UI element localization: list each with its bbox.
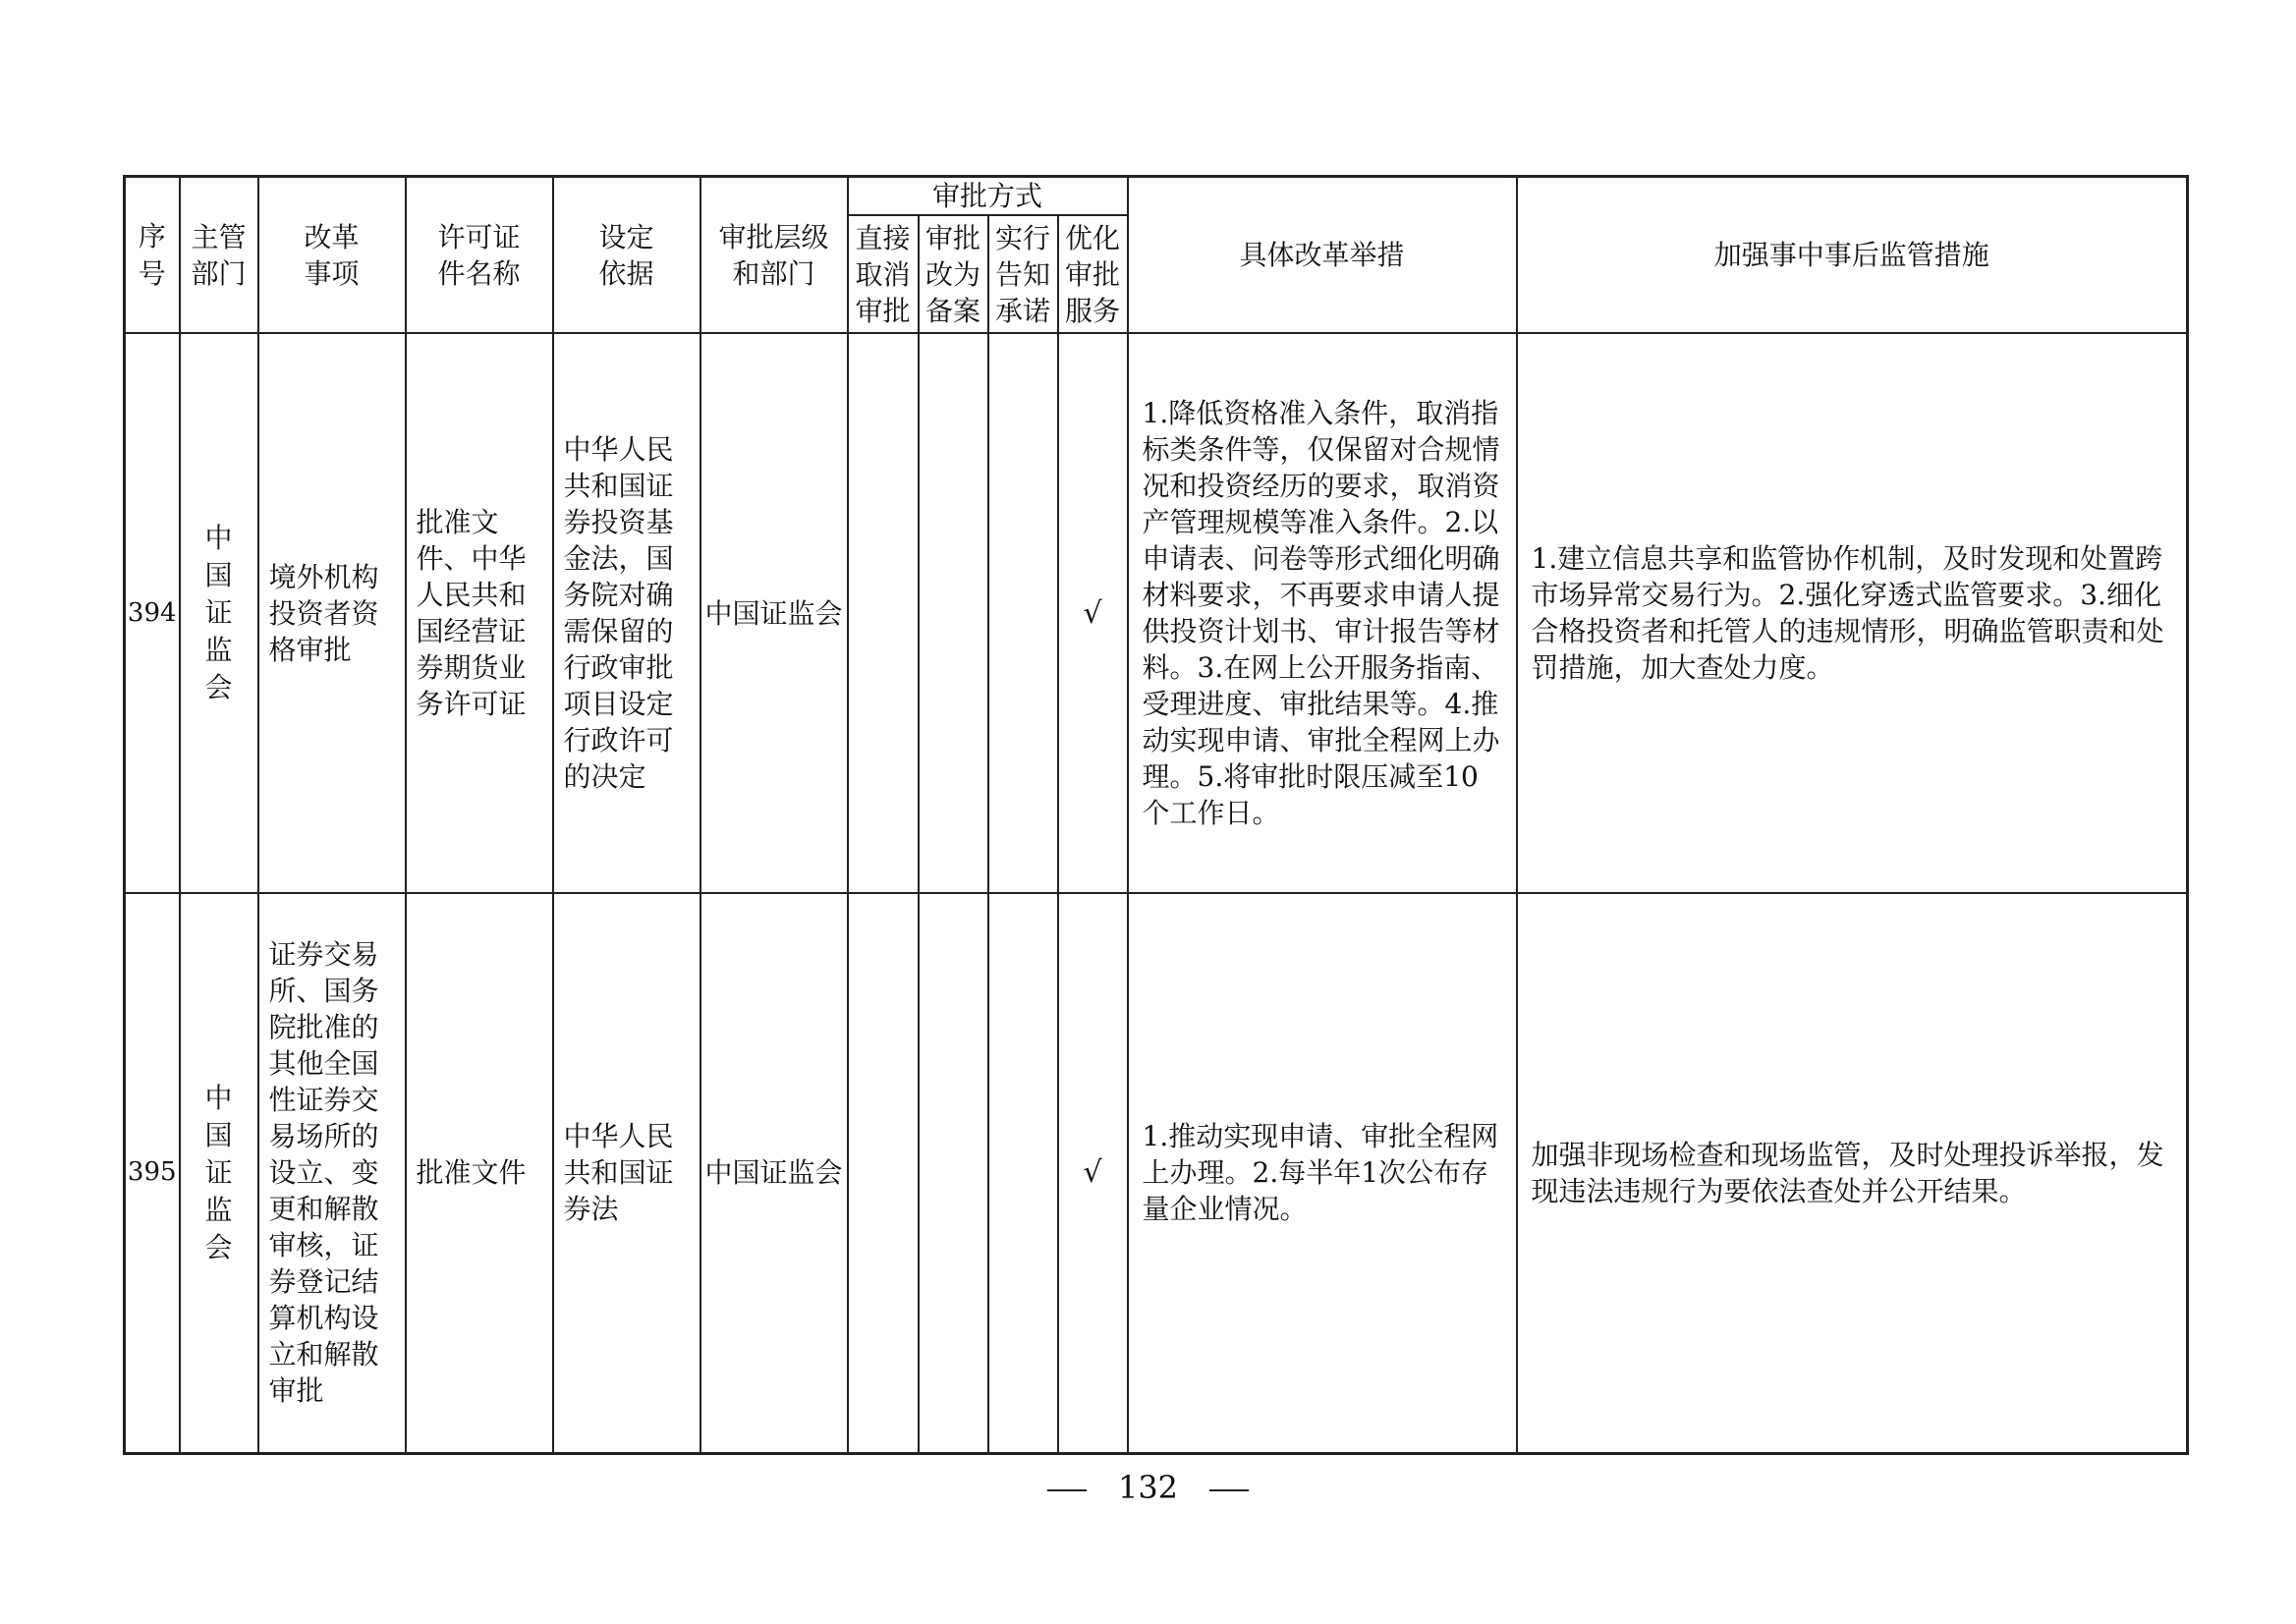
- row-dept: 中国证监会: [180, 893, 258, 1453]
- header-sub-optimize: 优化审批服务: [1058, 215, 1128, 333]
- row-item: 境外机构投资者资格审批: [258, 333, 406, 893]
- header-measures: 具体改革举措: [1128, 177, 1517, 334]
- page-footer: [0, 1469, 2296, 1506]
- row-license: 批准文件: [406, 893, 553, 1453]
- header-sub-commit: 实行告知承诺: [988, 215, 1058, 333]
- header-sub-filing: 审批改为备案: [919, 215, 988, 333]
- header-seq: 序号: [125, 177, 180, 334]
- header-basis: 设定依据: [553, 177, 700, 334]
- row-supervision: 1.建立信息共享和监管协作机制，及时发现和处置跨市场异常交易行为。2.强化穿透式监管要求。3.细化合格投资者和托管人的违规情形，明确监管职责和处罚措施，加大查处力度。: [1517, 333, 2188, 893]
- reform-table-page: [123, 175, 2186, 1455]
- row-method-cancel: [848, 333, 919, 893]
- footer-dash-left: [1047, 1489, 1087, 1491]
- row-method-filing: [919, 893, 988, 1453]
- row-measures: 1.推动实现申请、审批全程网上办理。2.每半年1次公布存量企业情况。: [1128, 893, 1517, 1453]
- check-mark: √: [1058, 333, 1128, 893]
- row-seq: 395: [125, 893, 180, 1453]
- row-seq: 394: [125, 333, 180, 893]
- row-method-commit: [988, 333, 1058, 893]
- row-level: 中国证监会: [700, 333, 848, 893]
- footer-dash-right: [1209, 1489, 1249, 1491]
- header-level: 审批层级和部门: [700, 177, 848, 334]
- reform-table: [123, 175, 2189, 1455]
- header-method: 审批方式: [848, 177, 1128, 216]
- row-level: 中国证监会: [700, 893, 848, 1453]
- header-item: 改革事项: [258, 177, 406, 334]
- header-supervision: 加强事中事后监管措施: [1517, 177, 2188, 334]
- page-number: 132: [1117, 1469, 1179, 1506]
- row-dept: 中国证监会: [180, 333, 258, 893]
- row-item: 证券交易所、国务院批准的其他全国性证券交易场所的设立、变更和解散审核，证券登记结算机构设立和解散审批: [258, 893, 406, 1453]
- row-basis: 中华人民共和国证券投资基金法，国务院对确需保留的行政审批项目设定行政许可的决定: [553, 333, 700, 893]
- row-method-filing: [919, 333, 988, 893]
- header-row: [125, 177, 2188, 216]
- header-sub-cancel: 直接取消审批: [848, 215, 919, 333]
- check-mark: √: [1058, 893, 1128, 1453]
- table-row: [125, 893, 2188, 1453]
- header-license: 许可证件名称: [406, 177, 553, 334]
- row-supervision: 加强非现场检查和现场监管，及时处理投诉举报，发现违法违规行为要依法查处并公开结果。: [1517, 893, 2188, 1453]
- header-dept: 主管部门: [180, 177, 258, 334]
- row-method-commit: [988, 893, 1058, 1453]
- table-row: [125, 333, 2188, 893]
- row-measures: 1.降低资格准入条件，取消指标类条件等，仅保留对合规情况和投资经历的要求，取消资产管理规模等准入条件。2.以申请表、问卷等形式细化明确材料要求，不再要求申请人提供投资计划书、审计报告等材料。3.在网上公开服务指南、受理进度、审批结果等。4.推动实现申请、审批全程网上办理。5.将审批时限压减至10个工作日。: [1128, 333, 1517, 893]
- row-basis: 中华人民共和国证券法: [553, 893, 700, 1453]
- row-method-cancel: [848, 893, 919, 1453]
- row-license: 批准文件、中华人民共和国经营证券期货业务许可证: [406, 333, 553, 893]
